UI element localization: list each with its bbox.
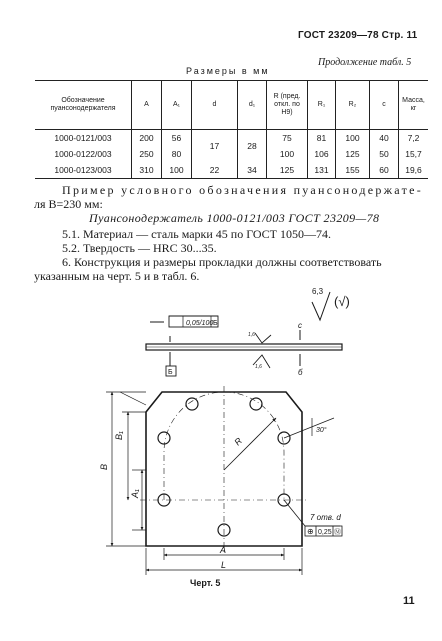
side-view [146, 316, 342, 376]
roughness-value: 6,3 [312, 287, 324, 296]
page-header: ГОСТ 23209—78 Стр. 11 [298, 30, 418, 41]
roughness-symbol [312, 292, 330, 320]
designation-example: Пуансонодержатель 1000-0121/003 ГОСТ 23209—78 [89, 211, 380, 225]
cell-a: 200 [132, 130, 162, 147]
page-number: 11 [403, 595, 415, 607]
cell-r2: 155 [336, 162, 370, 179]
cell-r1: 131 [308, 162, 336, 179]
col-header-r1: R₁ [308, 81, 336, 130]
cell-a: 310 [132, 162, 162, 179]
col-header-mass: Масса, кг [399, 81, 429, 130]
dim-r-label: R [232, 435, 245, 448]
bolt-circle [140, 386, 308, 552]
dim-l-label: L [221, 560, 227, 570]
cell-c: 60 [370, 162, 399, 179]
cell-c: 50 [370, 146, 399, 162]
cell-r: 75 [267, 130, 308, 147]
col-header-a: A [132, 81, 162, 130]
pos-tol-value: 0,25 [318, 529, 332, 536]
col-header-a1: A₁ [162, 81, 192, 130]
thk-val-2: 1,6 [255, 364, 262, 370]
pos-tol-symbol: ⊕ [307, 527, 314, 536]
cell-mass: 7,2 [399, 130, 429, 147]
item-6-line2: указанным на черт. 5 и в табл. 6. [34, 269, 200, 283]
figure-caption: Черт. 5 [190, 578, 221, 588]
example-intro-line1: Пример условного обозначения пуансонодержате- [62, 183, 424, 197]
cell-designation: 1000-0123/003 [35, 162, 132, 179]
dim-b1-label: B₁ [114, 431, 124, 440]
datum-label: Б [168, 369, 173, 376]
table-continuation-label: Продолжение табл. 5 [318, 57, 412, 68]
cell-a1: 56 [162, 130, 192, 147]
col-header-r: R (пред. откл. по H9) [267, 81, 308, 130]
holes-note: 7 отв. d [310, 513, 341, 522]
col-header-r2: R₂ [336, 81, 370, 130]
cell-designation: 1000-0121/003 [54, 133, 112, 143]
cell-mass: 19,6 [399, 162, 429, 179]
col-header-c: c [370, 81, 399, 130]
cell-r2: 125 [336, 146, 370, 162]
pos-tol-modifier: Ⓜ [334, 529, 341, 536]
cell-r2: 100 [336, 130, 370, 147]
cell-d1: 34 [238, 162, 267, 179]
angle-label: 30° [316, 427, 327, 434]
cell-a1: 100 [162, 162, 192, 179]
flatness-datum: Б [213, 320, 218, 327]
cell-d: 22 [192, 162, 238, 179]
cell-a1: 80 [162, 146, 192, 162]
dim-a-label: A [220, 545, 227, 555]
item-5-1-material: 5.1. Материал — сталь марки 45 по ГОСТ 1050—74. [62, 227, 332, 241]
item-5-2-hardness: 5.2. Твердость — HRC 30...35. [62, 241, 217, 255]
cell-mass: 15,7 [399, 146, 429, 162]
dim-c-label: c [298, 321, 302, 330]
cell-d-merged: 17 [192, 130, 238, 163]
roughness-paren: (√) [334, 294, 350, 309]
table-units-label: Размеры в мм [186, 66, 270, 76]
left-dimensions [106, 392, 146, 546]
cell-r: 125 [267, 162, 308, 179]
col-header-d: d [192, 81, 238, 130]
cell-d1-merged: 28 [238, 130, 267, 163]
dim-b-label: б [298, 368, 303, 377]
item-6-line1: 6. Конструкция и размеры прокладки должны соответствовать [62, 255, 382, 269]
cell-r: 100 [267, 146, 308, 162]
cell-c: 40 [370, 130, 399, 147]
dim-big-b-label: B [99, 463, 109, 470]
cell-r1: 81 [308, 130, 336, 147]
cell-designation: 1000-0122/003 [54, 149, 112, 159]
cell-a: 250 [132, 146, 162, 162]
flatness-tolerance: 0,05/100 [186, 320, 214, 327]
thk-val-1: 1,6 [248, 332, 255, 338]
example-intro-line2: ля B=230 мм: [34, 197, 103, 211]
dim-a1-label: A₁ [130, 489, 140, 498]
radius-dimension-line [224, 418, 276, 470]
col-header-designation: Обозначение пуансонодержателя [35, 81, 132, 130]
cell-r1: 106 [308, 146, 336, 162]
col-header-d1: d₁ [238, 81, 267, 130]
